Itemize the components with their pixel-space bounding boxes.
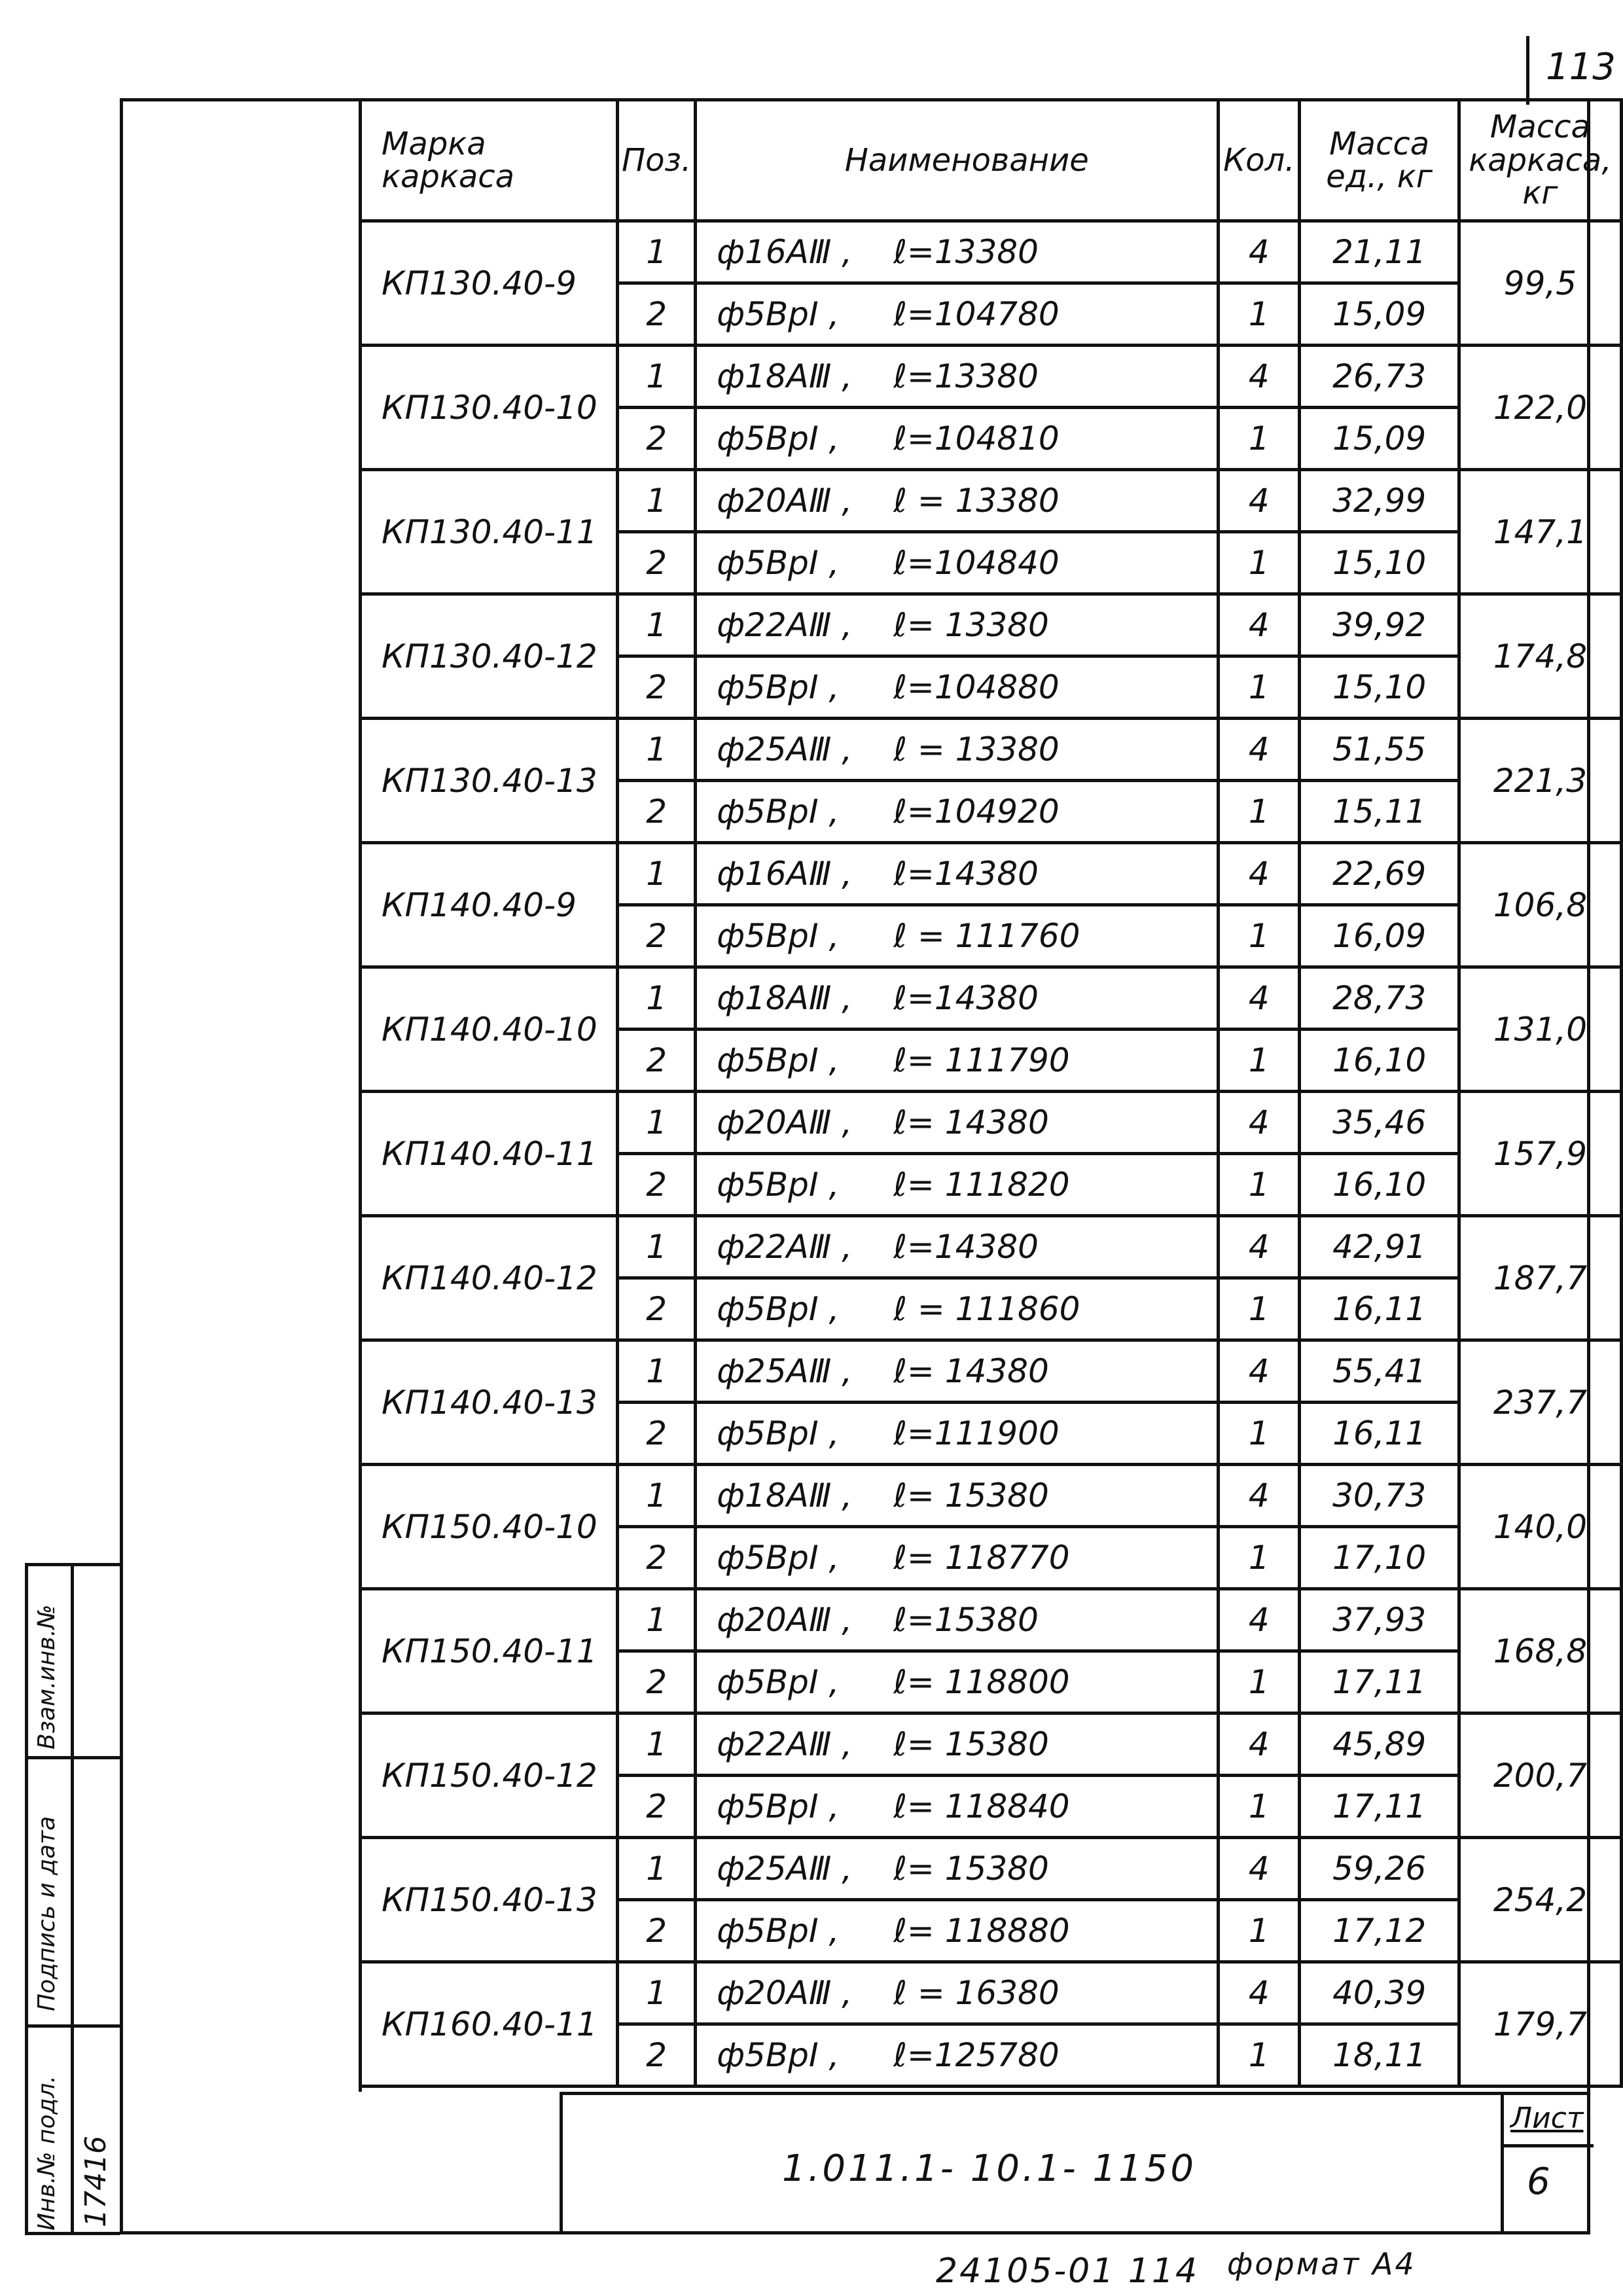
- item-name: [696, 1154, 1219, 1216]
- page-number: 113: [1546, 46, 1616, 88]
- bar-designation: ф16АⅢ ,: [717, 233, 853, 271]
- header-name: Наименование: [696, 100, 1219, 221]
- item-position: 2: [617, 1527, 695, 1589]
- item-position: 2: [617, 283, 695, 346]
- item-position: 2: [617, 532, 695, 594]
- item-name: [696, 656, 1219, 719]
- item-position: 1: [617, 1589, 695, 1651]
- frame-mass: 179,7: [1459, 1962, 1621, 2087]
- bar-length: ℓ=14380: [893, 855, 1039, 893]
- bar-designation: ф25АⅢ ,: [717, 1850, 853, 1888]
- footer-format: формат А4: [1227, 2246, 1416, 2282]
- item-unit-mass: 55,41: [1300, 1340, 1459, 1403]
- bar-length: ℓ= 111820: [893, 1166, 1070, 1204]
- item-position: 2: [617, 1154, 695, 1216]
- bar-length: ℓ = 111860: [893, 1290, 1080, 1328]
- item-unit-mass: 16,10: [1300, 1030, 1459, 1092]
- item-name: [696, 905, 1219, 967]
- item-name: [696, 1713, 1219, 1776]
- bar-length: ℓ = 13380: [893, 730, 1060, 768]
- item-quantity: 1: [1219, 283, 1300, 346]
- corner-line-vertical: [1526, 36, 1529, 105]
- table-row: [361, 470, 1622, 532]
- sheet-divider: [1504, 2144, 1594, 2147]
- item-name: [696, 470, 1219, 532]
- bar-length: ℓ= 118880: [893, 1912, 1070, 1950]
- bar-length: ℓ=104810: [893, 420, 1060, 457]
- header-mass-unit: Масса ед., кг: [1300, 100, 1459, 221]
- item-name: [696, 1216, 1219, 1278]
- bar-designation: ф5ВрⅠ ,: [717, 1414, 840, 1452]
- item-unit-mass: 17,12: [1300, 1900, 1459, 1962]
- frame-mass: 200,7: [1459, 1713, 1621, 1838]
- item-name: [696, 532, 1219, 594]
- item-quantity: 4: [1219, 1962, 1300, 2024]
- item-position: 2: [617, 781, 695, 843]
- item-quantity: 1: [1219, 656, 1300, 719]
- item-name: [696, 221, 1219, 283]
- frame-mark: КП140.40-9: [361, 843, 618, 967]
- item-position: 1: [617, 843, 695, 905]
- item-quantity: 1: [1219, 1030, 1300, 1092]
- item-unit-mass: 15,09: [1300, 408, 1459, 470]
- table-row: [361, 1092, 1622, 1154]
- frame-mass: 99,5: [1459, 221, 1621, 346]
- item-position: 2: [617, 1776, 695, 1838]
- bar-length: ℓ = 16380: [893, 1974, 1060, 2012]
- bar-length: ℓ=111900: [893, 1414, 1060, 1452]
- item-unit-mass: 45,89: [1300, 1713, 1459, 1776]
- table-row: [361, 1465, 1622, 1527]
- bar-length: ℓ=15380: [893, 1601, 1039, 1639]
- item-quantity: 4: [1219, 1713, 1300, 1776]
- item-name: [696, 1403, 1219, 1465]
- bar-designation: ф5ВрⅠ ,: [717, 544, 840, 582]
- sheet-label: Лист: [1510, 2102, 1584, 2135]
- item-name: [696, 1962, 1219, 2024]
- bar-designation: ф5ВрⅠ ,: [717, 1787, 840, 1825]
- item-name: [696, 1092, 1219, 1154]
- bar-length: ℓ= 15380: [893, 1477, 1049, 1515]
- table-row: [361, 1216, 1622, 1278]
- footer-archive-number: 24105-01 114: [936, 2251, 1200, 2291]
- item-position: 2: [617, 408, 695, 470]
- frame-mark: КП150.40-10: [361, 1465, 618, 1589]
- inv-label: Инв.№ подл.: [33, 2075, 60, 2231]
- item-unit-mass: 28,73: [1300, 967, 1459, 1030]
- item-quantity: 1: [1219, 1278, 1300, 1340]
- bar-designation: ф5ВрⅠ ,: [717, 1912, 840, 1950]
- item-unit-mass: 51,55: [1300, 719, 1459, 781]
- item-quantity: 1: [1219, 905, 1300, 967]
- item-quantity: 1: [1219, 1776, 1300, 1838]
- item-unit-mass: 17,11: [1300, 1651, 1459, 1713]
- table-row: [361, 967, 1622, 1030]
- title-block: [560, 2092, 1590, 2234]
- item-position: 2: [617, 1651, 695, 1713]
- frame-mark: КП130.40-11: [361, 470, 618, 594]
- item-unit-mass: 18,11: [1300, 2024, 1459, 2087]
- item-unit-mass: 17,10: [1300, 1527, 1459, 1589]
- item-name: [696, 346, 1219, 408]
- item-position: 1: [617, 470, 695, 532]
- bar-designation: ф5ВрⅠ ,: [717, 2036, 840, 2074]
- frame-mark: КП150.40-13: [361, 1838, 618, 1962]
- item-name: [696, 1030, 1219, 1092]
- frame-mass: 131,0: [1459, 967, 1621, 1092]
- margin-stamp: [25, 1563, 120, 2235]
- inv-value: 17416: [79, 2136, 113, 2227]
- sheet-box: [1501, 2095, 1590, 2234]
- frame-mass: 106,8: [1459, 843, 1621, 967]
- item-quantity: 4: [1219, 967, 1300, 1030]
- frame-mark: КП130.40-13: [361, 719, 618, 843]
- bar-length: ℓ= 14380: [893, 1103, 1049, 1141]
- margin-divider-vertical: [71, 1563, 74, 2235]
- margin-divider-1: [28, 1756, 120, 1759]
- bar-designation: ф25АⅢ ,: [717, 730, 853, 768]
- item-unit-mass: 16,10: [1300, 1154, 1459, 1216]
- item-name: [696, 1465, 1219, 1527]
- bar-designation: ф22АⅢ ,: [717, 1725, 853, 1763]
- item-name: [696, 1900, 1219, 1962]
- item-position: 2: [617, 1403, 695, 1465]
- item-position: 2: [617, 1278, 695, 1340]
- frame-mass: 140,0: [1459, 1465, 1621, 1589]
- item-position: 1: [617, 1713, 695, 1776]
- item-unit-mass: 15,09: [1300, 283, 1459, 346]
- bar-designation: ф5ВрⅠ ,: [717, 668, 840, 706]
- item-quantity: 4: [1219, 470, 1300, 532]
- item-quantity: 1: [1219, 1154, 1300, 1216]
- bar-designation: ф25АⅢ ,: [717, 1352, 853, 1390]
- item-position: 1: [617, 221, 695, 283]
- item-unit-mass: 42,91: [1300, 1216, 1459, 1278]
- bar-designation: ф20АⅢ ,: [717, 1974, 853, 2012]
- frame-mass: 237,7: [1459, 1340, 1621, 1465]
- document-code: 1.011.1- 10.1- 1150: [782, 2147, 1196, 2190]
- item-unit-mass: 37,93: [1300, 1589, 1459, 1651]
- bar-designation: ф5ВрⅠ ,: [717, 917, 840, 955]
- bar-length: ℓ= 111790: [893, 1041, 1070, 1079]
- margin-divider-2: [28, 2024, 120, 2028]
- item-position: 1: [617, 719, 695, 781]
- item-quantity: 1: [1219, 1900, 1300, 1962]
- item-name: [696, 967, 1219, 1030]
- item-quantity: 1: [1219, 1527, 1300, 1589]
- item-unit-mass: 15,10: [1300, 532, 1459, 594]
- bar-length: ℓ = 13380: [893, 482, 1060, 520]
- item-unit-mass: 21,11: [1300, 221, 1459, 283]
- table-row: [361, 719, 1622, 781]
- frame-mass: 122,0: [1459, 346, 1621, 470]
- replace-inv-label: Взам.инв.№: [33, 1604, 60, 1749]
- frame-mark: КП130.40-10: [361, 346, 618, 470]
- bar-designation: ф5ВрⅠ ,: [717, 1041, 840, 1079]
- bar-designation: ф20АⅢ ,: [717, 482, 853, 520]
- item-unit-mass: 40,39: [1300, 1962, 1459, 2024]
- bar-length: ℓ= 118840: [893, 1787, 1070, 1825]
- table-row: [361, 1589, 1622, 1651]
- item-quantity: 4: [1219, 843, 1300, 905]
- frame-mark: КП140.40-10: [361, 967, 618, 1092]
- bar-length: ℓ=14380: [893, 1228, 1039, 1266]
- item-name: [696, 283, 1219, 346]
- item-unit-mass: 30,73: [1300, 1465, 1459, 1527]
- header-mass-frame: Масса каркаса, кг: [1459, 100, 1621, 221]
- item-position: 1: [617, 1465, 695, 1527]
- frame-mark: КП130.40-12: [361, 594, 618, 719]
- frame-mark: КП150.40-12: [361, 1713, 618, 1838]
- item-quantity: 4: [1219, 594, 1300, 656]
- item-position: 2: [617, 1900, 695, 1962]
- frame-mark: КП130.40-9: [361, 221, 618, 346]
- item-position: 2: [617, 2024, 695, 2087]
- item-position: 1: [617, 594, 695, 656]
- frame-mark: КП140.40-13: [361, 1340, 618, 1465]
- item-position: 1: [617, 346, 695, 408]
- bar-length: ℓ= 14380: [893, 1352, 1049, 1390]
- item-quantity: 1: [1219, 532, 1300, 594]
- table-header-row: [361, 100, 1622, 221]
- bar-designation: ф22АⅢ ,: [717, 606, 853, 644]
- item-quantity: 4: [1219, 1340, 1300, 1403]
- item-unit-mass: 39,92: [1300, 594, 1459, 656]
- item-unit-mass: 16,09: [1300, 905, 1459, 967]
- item-name: [696, 1340, 1219, 1403]
- frame-mass: 174,8: [1459, 594, 1621, 719]
- frame-mass: 168,8: [1459, 1589, 1621, 1713]
- item-position: 2: [617, 656, 695, 719]
- item-name: [696, 1776, 1219, 1838]
- bar-length: ℓ = 111760: [893, 917, 1080, 955]
- item-quantity: 4: [1219, 1838, 1300, 1900]
- sheet-number: 6: [1527, 2161, 1550, 2203]
- table-row: [361, 1838, 1622, 1900]
- frame-mark: КП150.40-11: [361, 1589, 618, 1713]
- item-name: [696, 2024, 1219, 2087]
- sign-date-label: Подпись и дата: [33, 1816, 60, 2011]
- bar-designation: ф20АⅢ ,: [717, 1103, 853, 1141]
- item-name: [696, 408, 1219, 470]
- item-position: 1: [617, 1092, 695, 1154]
- bar-designation: ф5ВрⅠ ,: [717, 1539, 840, 1577]
- frame-mass: 221,3: [1459, 719, 1621, 843]
- item-quantity: 1: [1219, 1403, 1300, 1465]
- item-quantity: 1: [1219, 1651, 1300, 1713]
- item-name: [696, 1651, 1219, 1713]
- item-unit-mass: 59,26: [1300, 1838, 1459, 1900]
- frame-mark: КП160.40-11: [361, 1962, 618, 2087]
- bar-length: ℓ=13380: [893, 233, 1039, 271]
- bar-length: ℓ=14380: [893, 979, 1039, 1017]
- item-quantity: 1: [1219, 2024, 1300, 2087]
- item-position: 1: [617, 1216, 695, 1278]
- table-row: [361, 1962, 1622, 2024]
- table-row: [361, 346, 1622, 408]
- item-unit-mass: 32,99: [1300, 470, 1459, 532]
- bar-length: ℓ=13380: [893, 357, 1039, 395]
- item-name: [696, 843, 1219, 905]
- frame-mass: 187,7: [1459, 1216, 1621, 1340]
- table-row: [361, 843, 1622, 905]
- item-quantity: 4: [1219, 221, 1300, 283]
- table-row: [361, 1340, 1622, 1403]
- item-quantity: 1: [1219, 781, 1300, 843]
- item-name: [696, 1278, 1219, 1340]
- table-row: [361, 221, 1622, 283]
- bar-designation: ф22АⅢ ,: [717, 1228, 853, 1266]
- item-unit-mass: 16,11: [1300, 1278, 1459, 1340]
- bar-length: ℓ=104880: [893, 668, 1060, 706]
- item-position: 1: [617, 1340, 695, 1403]
- table-row: [361, 1713, 1622, 1776]
- item-name: [696, 719, 1219, 781]
- item-quantity: 4: [1219, 346, 1300, 408]
- frame-mark: КП140.40-12: [361, 1216, 618, 1340]
- bar-length: ℓ=125780: [893, 2036, 1060, 2074]
- item-quantity: 1: [1219, 408, 1300, 470]
- header-mark: Марка каркаса: [361, 100, 618, 221]
- bar-length: ℓ=104920: [893, 793, 1060, 831]
- bar-designation: ф5ВрⅠ ,: [717, 295, 840, 333]
- header-pos: Поз.: [617, 100, 695, 221]
- item-name: [696, 594, 1219, 656]
- item-unit-mass: 22,69: [1300, 843, 1459, 905]
- item-quantity: 4: [1219, 719, 1300, 781]
- header-qty: Кол.: [1219, 100, 1300, 221]
- frame-mass: 157,9: [1459, 1092, 1621, 1216]
- item-unit-mass: 16,11: [1300, 1403, 1459, 1465]
- bar-designation: ф18АⅢ ,: [717, 1477, 853, 1515]
- bar-length: ℓ=104780: [893, 295, 1060, 333]
- bar-designation: ф5ВрⅠ ,: [717, 420, 840, 457]
- frame-mass: 254,2: [1459, 1838, 1621, 1962]
- item-name: [696, 1589, 1219, 1651]
- bar-designation: ф5ВрⅠ ,: [717, 1166, 840, 1204]
- bar-designation: ф5ВрⅠ ,: [717, 793, 840, 831]
- item-position: 1: [617, 1962, 695, 2024]
- item-quantity: 4: [1219, 1092, 1300, 1154]
- bar-length: ℓ= 15380: [893, 1850, 1049, 1888]
- frame-mark: КП140.40-11: [361, 1092, 618, 1216]
- item-quantity: 4: [1219, 1589, 1300, 1651]
- item-unit-mass: 17,11: [1300, 1776, 1459, 1838]
- item-name: [696, 781, 1219, 843]
- item-unit-mass: 15,11: [1300, 781, 1459, 843]
- frame-mass: 147,1: [1459, 470, 1621, 594]
- item-position: 1: [617, 1838, 695, 1900]
- bar-designation: ф20АⅢ ,: [717, 1601, 853, 1639]
- bar-length: ℓ=104840: [893, 544, 1060, 582]
- bar-designation: ф18АⅢ ,: [717, 979, 853, 1017]
- item-unit-mass: 26,73: [1300, 346, 1459, 408]
- bar-length: ℓ= 118770: [893, 1539, 1070, 1577]
- item-quantity: 4: [1219, 1216, 1300, 1278]
- bar-designation: ф16АⅢ ,: [717, 855, 853, 893]
- item-position: 1: [617, 967, 695, 1030]
- bar-length: ℓ= 118800: [893, 1663, 1070, 1701]
- item-position: 2: [617, 1030, 695, 1092]
- bar-designation: ф5ВрⅠ ,: [717, 1663, 840, 1701]
- table-row: [361, 594, 1622, 656]
- item-quantity: 4: [1219, 1465, 1300, 1527]
- bar-length: ℓ= 13380: [893, 606, 1049, 644]
- item-name: [696, 1838, 1219, 1900]
- bar-length: ℓ= 15380: [893, 1725, 1049, 1763]
- bar-designation: ф5ВрⅠ ,: [717, 1290, 840, 1328]
- item-unit-mass: 35,46: [1300, 1092, 1459, 1154]
- item-unit-mass: 15,10: [1300, 656, 1459, 719]
- spec-table: [359, 98, 1623, 2088]
- bar-designation: ф18АⅢ ,: [717, 357, 853, 395]
- item-name: [696, 1527, 1219, 1589]
- item-position: 2: [617, 905, 695, 967]
- spec-body: [361, 221, 1622, 2087]
